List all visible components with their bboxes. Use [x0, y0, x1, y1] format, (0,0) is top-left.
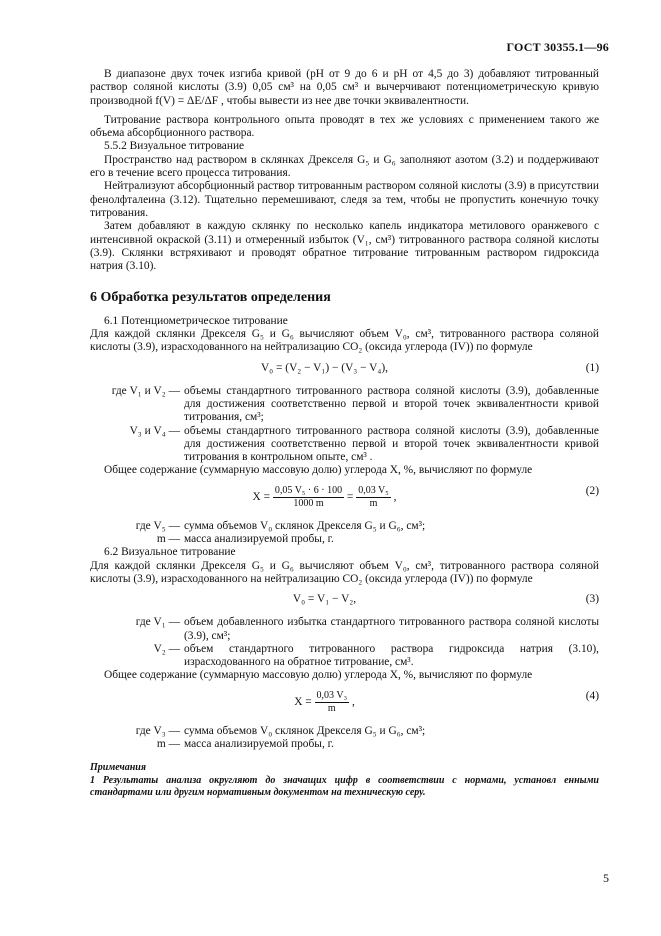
formula-2-fraction-1 — [273, 485, 344, 510]
fraction-denominator: 1000 m — [293, 497, 324, 509]
where-text: сумма объемов V₀ склянок Дрекселя G₅ и G₆, см³; — [184, 519, 426, 532]
formula-2-expression — [90, 485, 559, 510]
where-text: масса анализируемой пробы, г. — [184, 737, 334, 750]
where-block-3 — [90, 616, 599, 669]
fraction-numerator: 0,03 V₅ — [358, 484, 389, 496]
formula-1 — [90, 359, 599, 381]
formula-4-number: (4) — [585, 689, 599, 702]
formula-2-tail: , — [393, 490, 397, 503]
paragraph-total-carbon-1: Общее содержание (суммарную массовую долю) углерода X, %, вычисляют по формуле — [104, 464, 533, 477]
where-label: V₂ — — [153, 642, 180, 655]
formula-3-number: (3) — [585, 593, 599, 606]
formula-3 — [90, 590, 599, 612]
where-block-2 — [90, 520, 599, 547]
fraction-denominator: m — [369, 497, 378, 509]
where-label: V₃ и V₄ — — [129, 424, 180, 437]
formula-3-expression: V₀ = V₁ − V₂, — [292, 593, 357, 606]
paragraph-potentiometric-calc: Для каждой склянки Дрекселя G₅ и G₆ вычисляют объем V₀, см³, титрованного раствора соляной кислоты (3.9), израсходованного на нейтрализацию CO₂ (оксида углерода (IV)) по формуле — [90, 328, 599, 354]
where-text: объемы стандартного титрованного раствора соляной кислоты (3.9), добавленные для достижения соответственно первой и второй точек эквивалентности кривой титрования, см³; — [184, 384, 599, 424]
section-title: 6 Обработка результатов определения — [90, 290, 331, 306]
paragraph-nitrogen-fill: Пространство над раствором в склянках Дрекселя G₅ и G₆ заполняют азотом (3.2) и поддерживают его в течение всего процесса титрования. — [90, 153, 599, 180]
note-1: 1 Результаты анализа округляют до значащих цифр в соответствии с нормами, установл енными стандартами или другим нормативным документом на техническую серу. — [90, 774, 599, 798]
formula-2-lhs: X = — [252, 490, 271, 503]
formula-4 — [90, 687, 599, 721]
page-number: 5 — [603, 871, 609, 885]
where-text: масса анализируемой пробы, г. — [184, 533, 334, 546]
formula-2-eq: = — [346, 490, 354, 503]
document-body — [90, 68, 599, 799]
formula-2 — [90, 482, 599, 516]
subsection-title-visual: 6.2 Визуальное титрование — [104, 546, 236, 559]
fraction-numerator: 0,03 V₃ — [316, 689, 348, 701]
formula-1-expression: V₀ = (V₂ − V₁) − (V₃ − V₄), — [260, 361, 389, 374]
where-text: сумма объемов V₀ склянок Дрекселя G₅ и G₆, см³; — [184, 724, 426, 737]
formula-4-fraction — [315, 690, 350, 715]
fraction-denominator: m — [327, 702, 336, 714]
where-label: m — — [156, 533, 180, 546]
where-block-4 — [90, 725, 599, 752]
paragraph-neutralize: Нейтрализуют абсорбционный раствор титрованным раствором соляной кислоты (3.9) в присутствии фенолфталеина (3.12). Тщательно перемешивают, следя за тем, чтобы не пропустить конечную точку титрования. — [90, 180, 599, 219]
paragraph-visual-calc: Для каждой склянки Дрекселя G₅ и G₆ вычисляют объем V₀, см³, титрованного раствора соляной кислоты (3.9), израсходованного на нейтрализацию CO₂ (оксида углерода (IV)) по формуле — [90, 559, 599, 585]
where-label: m — — [156, 737, 180, 750]
where-label: где V₃ — — [135, 724, 180, 737]
formula-2-fraction-2 — [356, 485, 391, 510]
notes-title: Примечания — [90, 762, 147, 774]
where-text: объем стандартного титрованного раствора гидроксида натрия (3.10), израсходованного на обратное титрование, см³. — [184, 642, 599, 669]
paragraph-total-carbon-2: Общее содержание (суммарную массовую долю) углерода X, %, вычисляют по формуле — [104, 669, 533, 682]
where-label: где V₁ и V₂ — — [111, 384, 180, 397]
paragraph-potentiometric-curve: В диапазоне двух точек изгиба кривой (рН от 9 до 6 и рН от 4,5 до 3) добавляют титрованный раствор соляной кислоты (3.9) 0,05 см³ на 0,05 см³ и вычерчивают потенциометрическую кривую производной f(V) = ΔE/ΔF , чтобы вывести из нее две точки эквивалентности. — [90, 68, 599, 107]
paragraph-indicator-excess: Затем добавляют в каждую склянку по несколько капель индикатора метилового оранжевого с интенсивной окраской (3.11) и отмеренный избыток (V₁, см³) титрованного раствора соляной кислоты (3.9). Склянки встряхивают и проводят обратное титрование титрованным раствором гидроксида натрия (3.10). — [90, 220, 599, 273]
paragraph-control-titration: Титрование раствора контрольного опыта проводят в тех же условиях с применением такого же объема абсорбционного раствора. — [90, 113, 599, 140]
subsection-title-potentiometric: 6.1 Потенциометрическое титрование — [104, 314, 288, 327]
formula-4-expression — [90, 690, 559, 715]
formula-4-tail: , — [351, 695, 355, 708]
formula-1-number: (1) — [585, 361, 599, 374]
fraction-numerator: 0,05 V₅ · 6 · 100 — [274, 484, 343, 496]
formula-4-lhs: X = — [294, 695, 312, 708]
formula-2-number: (2) — [585, 484, 599, 497]
where-text: объем добавленного избытка стандартного титрованного раствора соляной кислоты (3.9), см³; — [184, 616, 599, 642]
where-label: где V₁ — — [135, 616, 180, 629]
subsection-title-visual-titration: 5.5.2 Визуальное титрование — [104, 140, 245, 153]
where-label: где V₅ — — [135, 519, 180, 532]
standard-header: ГОСТ 30355.1—96 — [506, 40, 609, 54]
where-text: объемы стандартного титрованного раствора соляной кислоты (3.9), добавленные для достижения соответственно первой и второй точек эквивалентности кривой титрования в контрольном опыте, см³ . — [184, 424, 599, 464]
where-block-1 — [90, 385, 599, 465]
